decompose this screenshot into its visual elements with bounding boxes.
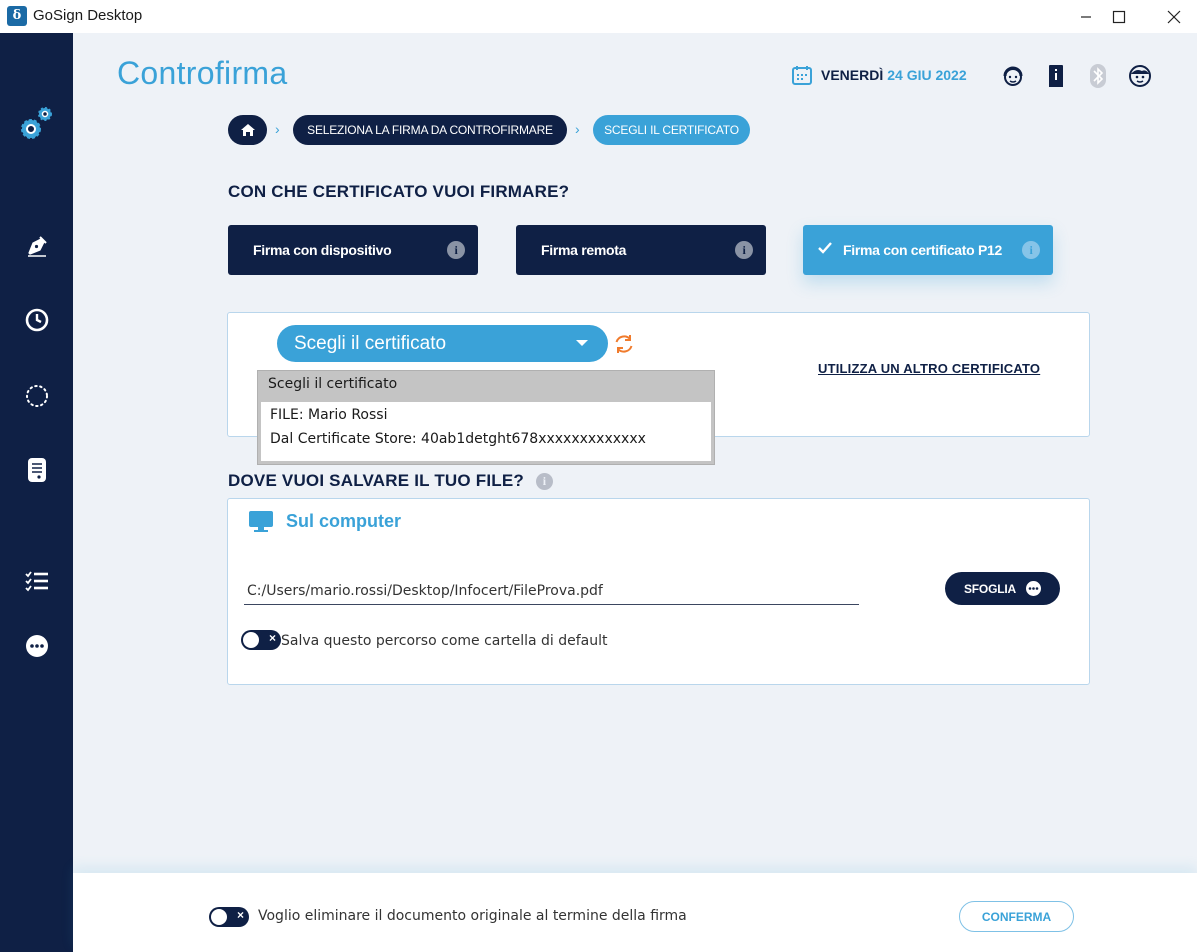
dotted-circle-icon <box>24 383 50 409</box>
sidebar-item-history[interactable] <box>0 307 73 333</box>
user-avatar-icon <box>1128 64 1152 88</box>
sidebar-item-settings[interactable] <box>0 103 73 147</box>
more-dots-icon <box>24 633 50 659</box>
option-label: Firma con dispositivo <box>253 242 392 258</box>
use-other-certificate-link[interactable]: UTILIZZA UN ALTRO CERTIFICATO <box>818 361 1041 376</box>
browse-button-label: SFOGLIA <box>964 581 1016 596</box>
sidebar-item-sign[interactable] <box>0 233 73 259</box>
toggle-off-icon: × <box>268 631 276 645</box>
certificate-question: CON CHE CERTIFICATO VUOI FIRMARE? <box>228 182 570 201</box>
date-weekday: VENERDÌ <box>821 67 884 83</box>
certificate-select-value: Scegli il certificato <box>294 332 447 354</box>
sidebar-item-loading[interactable] <box>0 383 73 409</box>
monitor-icon <box>248 510 274 534</box>
header-date <box>791 63 967 87</box>
gosign-app-icon: δ <box>7 6 27 26</box>
breadcrumb-home[interactable] <box>228 115 267 145</box>
maximize-button[interactable] <box>1096 0 1142 33</box>
option-p12-certificate[interactable] <box>803 225 1053 275</box>
info-icon[interactable]: i <box>536 473 553 490</box>
browse-button[interactable] <box>945 572 1060 605</box>
option-label: Firma remota <box>541 242 627 258</box>
smart-card-reader-icon <box>24 456 50 484</box>
option-label: Firma con certificato P12 <box>843 242 1003 258</box>
page-title: Controfirma <box>117 55 288 91</box>
info-icon[interactable]: i <box>447 241 465 259</box>
profile-button[interactable] <box>1127 63 1153 89</box>
close-button[interactable] <box>1151 0 1197 33</box>
support-button[interactable] <box>1000 63 1026 89</box>
sidebar-item-tasks[interactable] <box>0 569 73 593</box>
dropdown-item-certificate-store[interactable]: Dal Certificate Store: 40ab1detght678xxxxxxxxxxxxx <box>270 431 646 447</box>
breadcrumb-step-choose-certificate[interactable]: SCEGLI IL CERTIFICATO <box>593 115 750 145</box>
breadcrumb-step-select-signature[interactable]: SELEZIONA LA FIRMA DA CONTROFIRMARE <box>293 115 567 145</box>
save-question-text: DOVE VUOI SALVARE IL TUO FILE? <box>228 471 524 490</box>
bluetooth-button[interactable] <box>1085 63 1111 89</box>
save-question <box>228 471 553 491</box>
dropdown-list <box>261 402 711 461</box>
toggle-knob <box>211 909 227 925</box>
bluetooth-icon <box>1089 63 1107 89</box>
save-destination-title: Sul computer <box>286 511 402 531</box>
home-icon <box>240 123 256 137</box>
sidebar <box>0 33 73 952</box>
footer-bar <box>73 873 1197 952</box>
clock-icon <box>24 307 50 333</box>
certificate-select[interactable] <box>277 325 608 362</box>
manual-book-icon <box>1046 64 1066 88</box>
date-value: 24 GIU 2022 <box>887 67 967 83</box>
window-titlebar <box>0 0 1197 33</box>
confirm-button[interactable]: CONFERMA <box>959 901 1074 932</box>
save-path-field[interactable] <box>244 577 859 605</box>
breadcrumb-separator: › <box>575 121 580 137</box>
default-folder-toggle[interactable] <box>241 630 281 650</box>
info-icon[interactable]: i <box>1022 241 1040 259</box>
sidebar-item-card[interactable] <box>0 456 73 484</box>
delete-original-toggle[interactable] <box>209 907 249 927</box>
checkmark-icon <box>817 240 833 256</box>
certificate-dropdown <box>257 370 715 465</box>
main-content <box>73 33 1197 873</box>
breadcrumb-separator: › <box>275 121 280 137</box>
info-icon[interactable]: i <box>735 241 753 259</box>
window-title: GoSign Desktop <box>33 7 143 24</box>
more-dots-icon <box>1026 581 1041 596</box>
close-icon <box>1167 10 1181 24</box>
option-device-signature[interactable] <box>228 225 478 275</box>
gears-icon <box>15 103 59 147</box>
dropdown-item-file[interactable]: FILE: Mario Rossi <box>270 407 388 423</box>
toggle-knob <box>243 632 259 648</box>
headset-support-icon <box>1001 64 1025 88</box>
delete-original-label: Voglio eliminare il documento originale al termine della firma <box>258 908 687 924</box>
maximize-icon <box>1112 10 1126 24</box>
default-folder-label: Salva questo percorso come cartella di default <box>281 633 608 649</box>
toggle-off-icon: × <box>236 908 244 922</box>
dropdown-header-option[interactable]: Scegli il certificato <box>268 376 398 392</box>
sidebar-item-more[interactable] <box>0 633 73 659</box>
caret-down-icon <box>576 340 588 346</box>
pen-nib-icon <box>24 233 50 259</box>
option-remote-signature[interactable] <box>516 225 766 275</box>
minimize-icon <box>1080 11 1092 23</box>
refresh-icon[interactable] <box>613 333 635 355</box>
checklist-icon <box>24 569 50 593</box>
manual-button[interactable] <box>1043 63 1069 89</box>
calendar-icon <box>791 64 813 86</box>
